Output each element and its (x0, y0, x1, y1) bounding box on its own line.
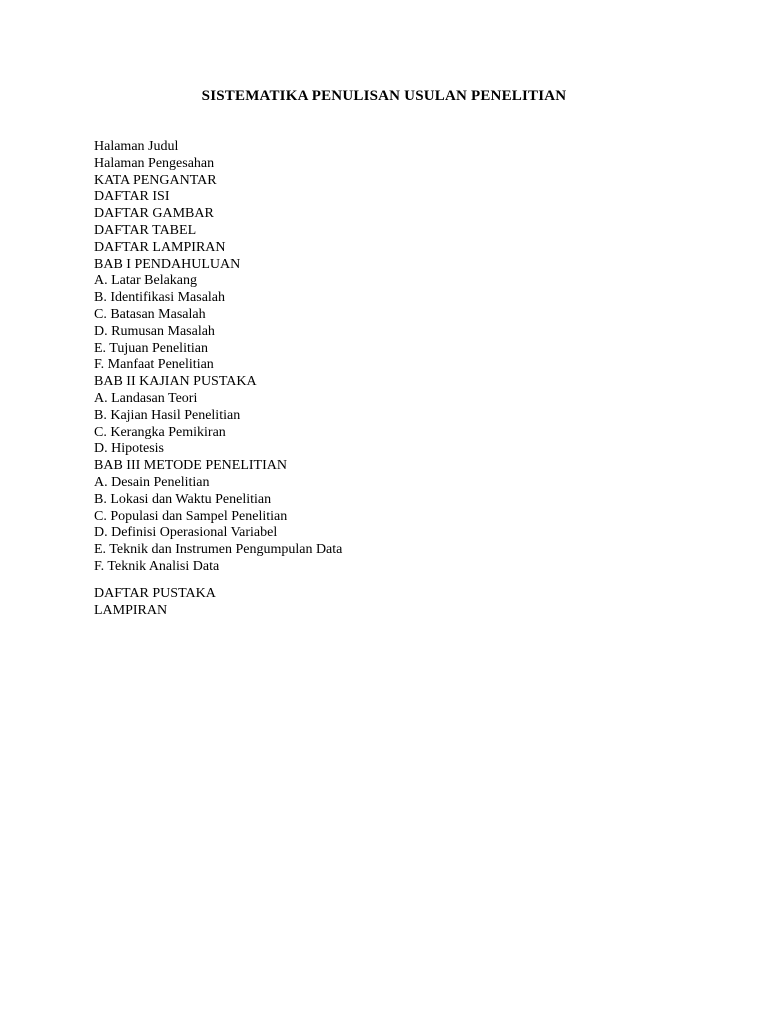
list-item: B. Kajian Hasil Penelitian (94, 407, 241, 423)
list-item: LAMPIRAN (94, 602, 168, 618)
list-item: E. Tujuan Penelitian (94, 340, 208, 356)
list-item: Halaman Judul (94, 139, 179, 154)
chapter-heading: BAB II KAJIAN PUSTAKA (94, 374, 257, 390)
chapter-heading: BAB III METODE PENELITIAN (94, 458, 287, 474)
list-item: C. Batasan Masalah (94, 306, 206, 322)
list-item: B. Lokasi dan Waktu Penelitian (94, 491, 272, 507)
list-item: D. Hipotesis (94, 441, 164, 457)
list-item: E. Teknik dan Instrumen Pengumpulan Data (94, 542, 343, 558)
list-item: A. Landasan Teori (94, 390, 198, 406)
list-item: A. Desain Penelitian (94, 474, 210, 490)
list-item: F. Manfaat Penelitian (94, 357, 214, 373)
list-item: DAFTAR TABEL (94, 222, 197, 238)
list-item: DAFTAR GAMBAR (94, 206, 214, 222)
list-item: C. Kerangka Pemikiran (94, 424, 226, 440)
list-item: D. Definisi Operasional Variabel (94, 525, 278, 541)
list-item: A. Latar Belakang (94, 273, 198, 289)
list-item: Halaman Pengesahan (94, 155, 215, 171)
list-item: KATA PENGANTAR (94, 172, 217, 188)
list-item: F. Teknik Analisi Data (94, 558, 220, 574)
page-title: SISTEMATIKA PENULISAN USULAN PENELITIAN (201, 88, 567, 104)
list-item: B. Identifikasi Masalah (94, 290, 226, 306)
list-item: DAFTAR LAMPIRAN (94, 239, 226, 255)
list-item: C. Populasi dan Sampel Penelitian (94, 508, 288, 524)
list-item: DAFTAR ISI (94, 189, 170, 205)
list-item: DAFTAR PUSTAKA (94, 586, 216, 601)
list-item: D. Rumusan Masalah (94, 323, 215, 339)
chapter-heading: BAB I PENDAHULUAN (94, 256, 241, 272)
closing-list (94, 586, 216, 620)
outline-list (94, 139, 342, 576)
